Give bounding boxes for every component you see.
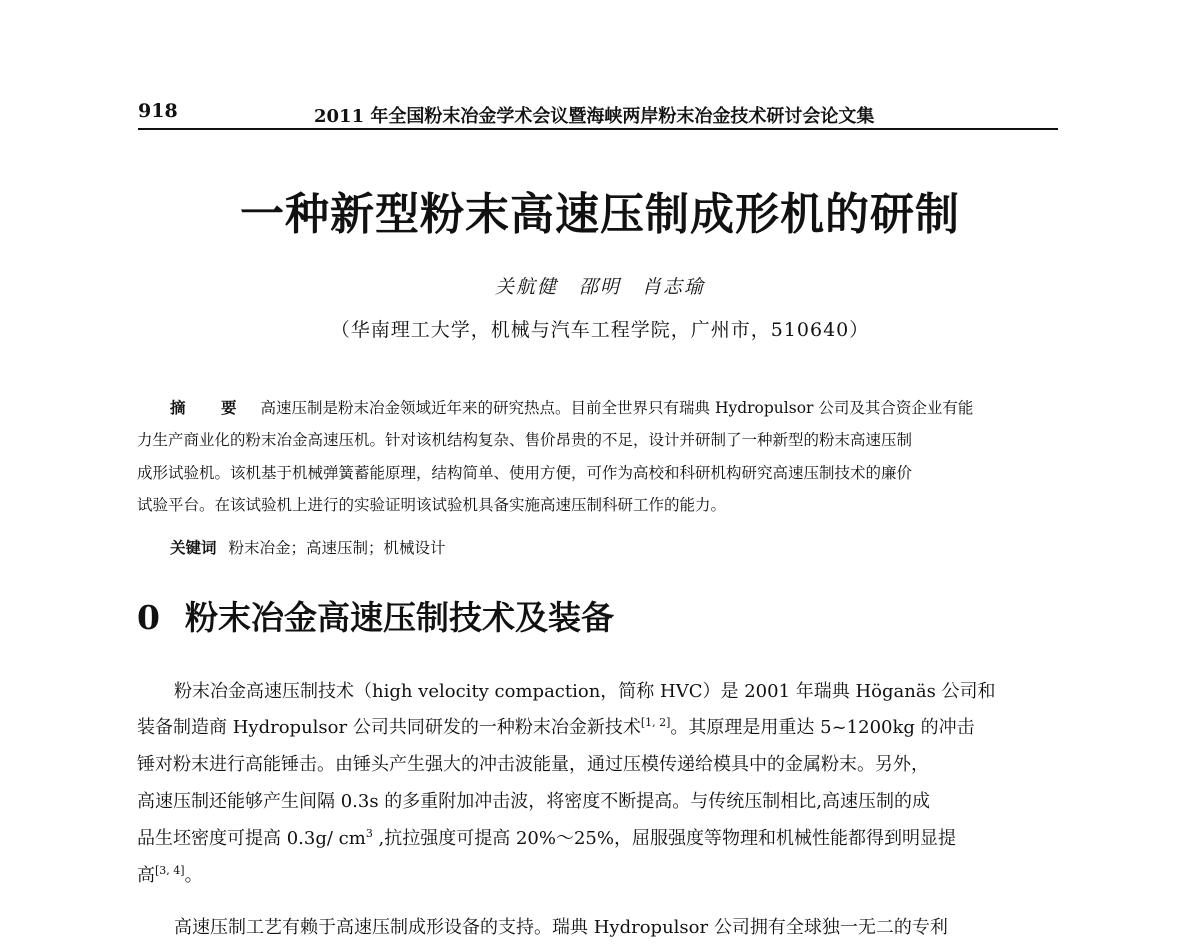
- citation-ref: [1, 2]: [640, 716, 671, 729]
- body-paragraph-1-line-4: 高速压制还能够产生间隔 0.3s 的多重附加冲击波，将密度不断提高。与传统压制相比,高速压制的成: [137, 791, 931, 812]
- abstract-line-4: 试验平台。在该试验机上进行的实验证明该试验机具备实施高速压制科研工作的能力。: [137, 496, 727, 514]
- running-header: [138, 98, 1058, 130]
- body-paragraph-1-line-2: [137, 718, 1057, 739]
- body-text: 高: [137, 865, 155, 886]
- body-text: 。其原理是用重达 5~1200kg 的冲击: [670, 717, 975, 738]
- section-heading: [137, 592, 614, 639]
- body-text: 品生坯密度可提高 0.3g/ cm: [137, 828, 366, 849]
- body-paragraph-1-line-3: 锤对粉末进行高能锤击。由锤头产生强大的冲击波能量，通过压模传递给模具中的金属粉末。另外，: [137, 754, 929, 775]
- abstract-text: 高速压制是粉末冶金领域近年来的研究热点。目前全世界只有瑞典 Hydropulsor 公司及其合资企业有能: [260, 399, 974, 417]
- superscript: 3: [365, 827, 373, 840]
- body-text: ,抗拉强度可提高 20%～25%，屈服强度等物理和机械性能都得到明显提: [372, 828, 956, 849]
- body-paragraph-1-line-1: 粉末冶金高速压制技术（high velocity compaction，简称 HVC）是 2001 年瑞典 Höganäs 公司和: [174, 681, 996, 702]
- abstract-label: 摘 要: [170, 398, 247, 417]
- paper-authors: 关航健 邵明 肖志瑜: [494, 276, 705, 298]
- keywords-label: 关键词: [170, 538, 217, 557]
- section-title: 粉末冶金高速压制技术及装备: [185, 598, 614, 637]
- paper-title: 一种新型粉末高速压制成形机的研制: [240, 189, 960, 240]
- paper-affiliation: （华南理工大学，机械与汽车工程学院，广州市，510640）: [330, 319, 870, 341]
- body-text: 装备制造商 Hydropulsor 公司共同研发的一种粉末冶金新技术: [137, 717, 641, 738]
- keywords-text: 粉末冶金；高速压制；机械设计: [228, 539, 446, 557]
- citation-ref: [3, 4]: [155, 864, 185, 877]
- abstract-line-1: [170, 396, 1057, 418]
- body-paragraph-2-line-1: 高速压制工艺有赖于高速压制成形设备的支持。瑞典 Hydropulsor 公司拥有全球独一无二的专利: [174, 917, 948, 938]
- body-paragraph-1-line-5: [137, 829, 1057, 850]
- section-number: 0: [137, 598, 160, 637]
- abstract-line-2: 力生产商业化的粉末冶金高速压机。针对该机结构复杂、售价昂贵的不足，设计并研制了一种新型的粉末高速压制: [137, 431, 913, 449]
- abstract-line-3: 成形试验机。该机基于机械弹簧蓄能原理，结构简单、使用方便，可作为高校和科研机构研究高速压制技术的廉价: [137, 464, 913, 482]
- body-paragraph-1-line-6: [137, 866, 1057, 887]
- proceedings-title: 2011 年全国粉末冶金学术会议暨海峡两岸粉末冶金技术研讨会论文集: [314, 106, 875, 127]
- body-text: 。: [184, 865, 203, 886]
- keywords: [170, 536, 446, 558]
- page-number: 918: [138, 100, 178, 122]
